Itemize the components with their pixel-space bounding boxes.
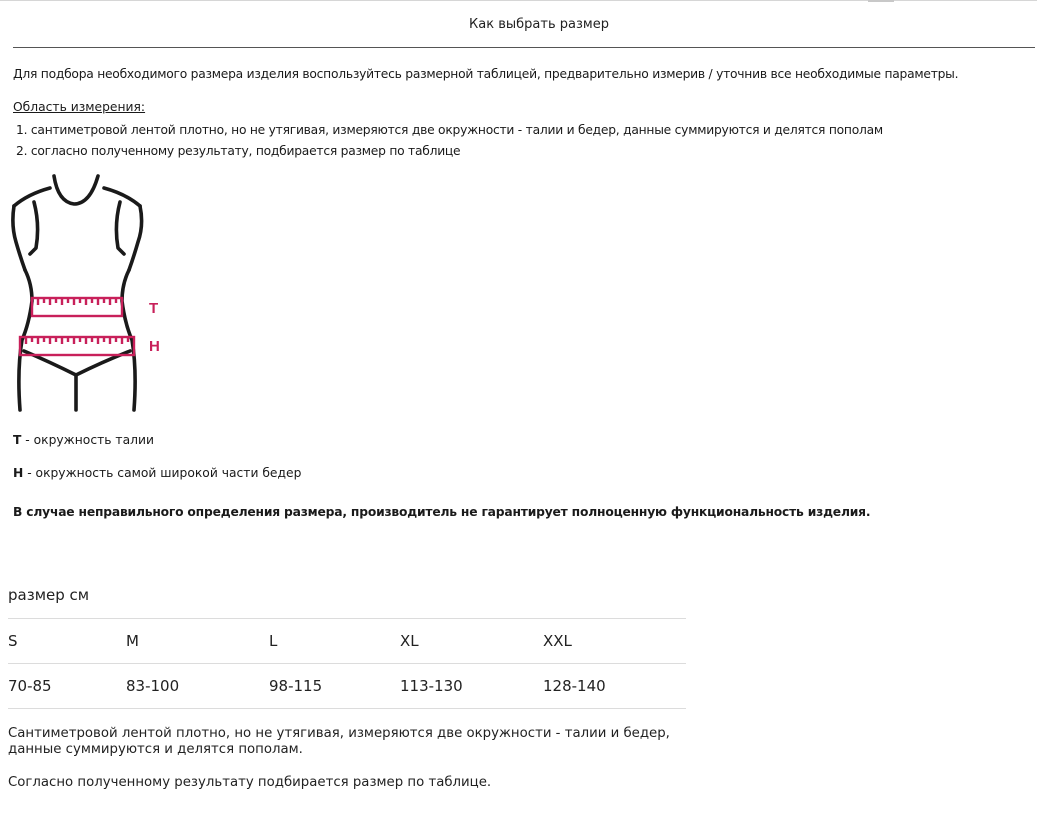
waist-marker-label: T [149, 300, 159, 317]
measurement-steps [13, 120, 883, 162]
warning-text: В случае неправильного определения размера, производитель не гарантирует полноценную функциональность изделия. [13, 505, 871, 519]
size-table [8, 618, 686, 709]
range-cell: 128-140 [543, 664, 686, 709]
size-cell: M [126, 619, 269, 664]
legend-hips-key: H [13, 466, 24, 480]
step-2: 2. согласно полученному результату, подбирается размер по таблице [16, 144, 461, 158]
range-cell: 113-130 [400, 664, 543, 709]
size-cell: XXL [543, 619, 686, 664]
range-cell: 98-115 [269, 664, 400, 709]
note-line-1: Сантиметровой лентой плотно, но не утягивая, измеряются две окружности - талии и бедер, [8, 726, 670, 741]
body-measurement-figure [8, 170, 178, 415]
size-row [8, 619, 686, 664]
measurement-area-heading: Область измерения: [13, 100, 146, 114]
note-line-3: Согласно полученному результату подбирается размер по таблице. [8, 775, 492, 790]
hip-marker-label: H [149, 338, 160, 355]
title-divider [13, 47, 1035, 48]
note-line-2: данные суммируются и делятся пополам. [8, 742, 303, 757]
intro-text: Для подбора необходимого размера изделия воспользуйтесь размерной таблицей, предварительно измерив / уточнив все необходимые параметры. [13, 67, 959, 81]
step-1: 1. сантиметровой лентой плотно, но не утягивая, измеряются две окружности - талии и бедер, данные суммируются и делятся пополам [16, 123, 883, 137]
top-edge-mark [868, 0, 894, 2]
range-row [8, 664, 686, 709]
range-cell: 83-100 [126, 664, 269, 709]
size-cell: L [269, 619, 400, 664]
legend-waist-key: T [13, 433, 22, 447]
legend-hips-text: - окружность самой широкой части бедер [23, 466, 302, 480]
size-cell: S [8, 619, 126, 664]
legend-waist [13, 433, 154, 447]
body-silhouette-icon [8, 170, 178, 415]
legend-hips [13, 466, 301, 480]
page-title: Как выбрать размер [469, 17, 609, 32]
size-table-header: размер см [8, 586, 90, 604]
range-cell: 70-85 [8, 664, 126, 709]
size-cell: XL [400, 619, 543, 664]
legend-waist-text: - окружность талии [21, 433, 154, 447]
